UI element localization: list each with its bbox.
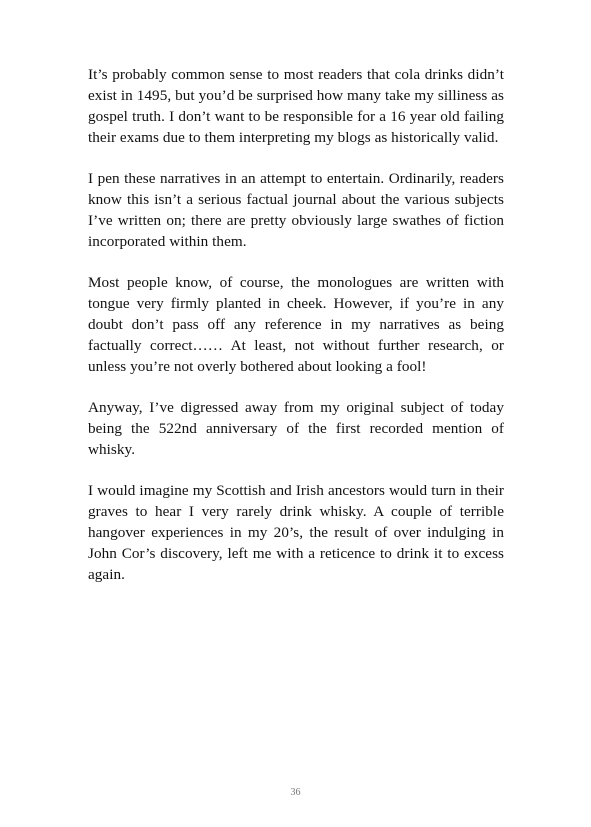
paragraph-1: It’s probably common sense to most readers that cola drinks didn’t exist in 1495, but you’d be surprised how many take my silliness as gospel truth. I don’t want to be responsible for a 16 year old failing their exams due to them interpreting my blogs as historically valid. <box>88 66 504 146</box>
paragraph-5: I would imagine my Scottish and Irish ancestors would turn in their graves to hear I very rarely drink whisky. A couple of terrible hangover experiences in my 20’s, the result of over indulging in John Cor’s discovery, left me with a reticence to drink it to excess again. <box>88 482 504 583</box>
body-text <box>88 64 504 605</box>
paragraph-2: I pen these narratives in an attempt to entertain. Ordinarily, readers know this isn’t a serious factual journal about the various subjects I’ve written on; there are pretty obviously large swathes of fiction incorporated within them. <box>88 170 504 250</box>
paragraph-3: Most people know, of course, the monologues are written with tongue very firmly planted in cheek. However, if you’re in any doubt don’t pass off any reference in my narratives as being factually correct…… At least, not without further research, or unless you’re not overly bothered about looking a fool! <box>88 274 504 375</box>
page-number: 36 <box>290 787 301 798</box>
paragraph-4: Anyway, I’ve digressed away from my original subject of today being the 522nd anniversary of the first recorded mention of whisky. <box>88 399 504 458</box>
